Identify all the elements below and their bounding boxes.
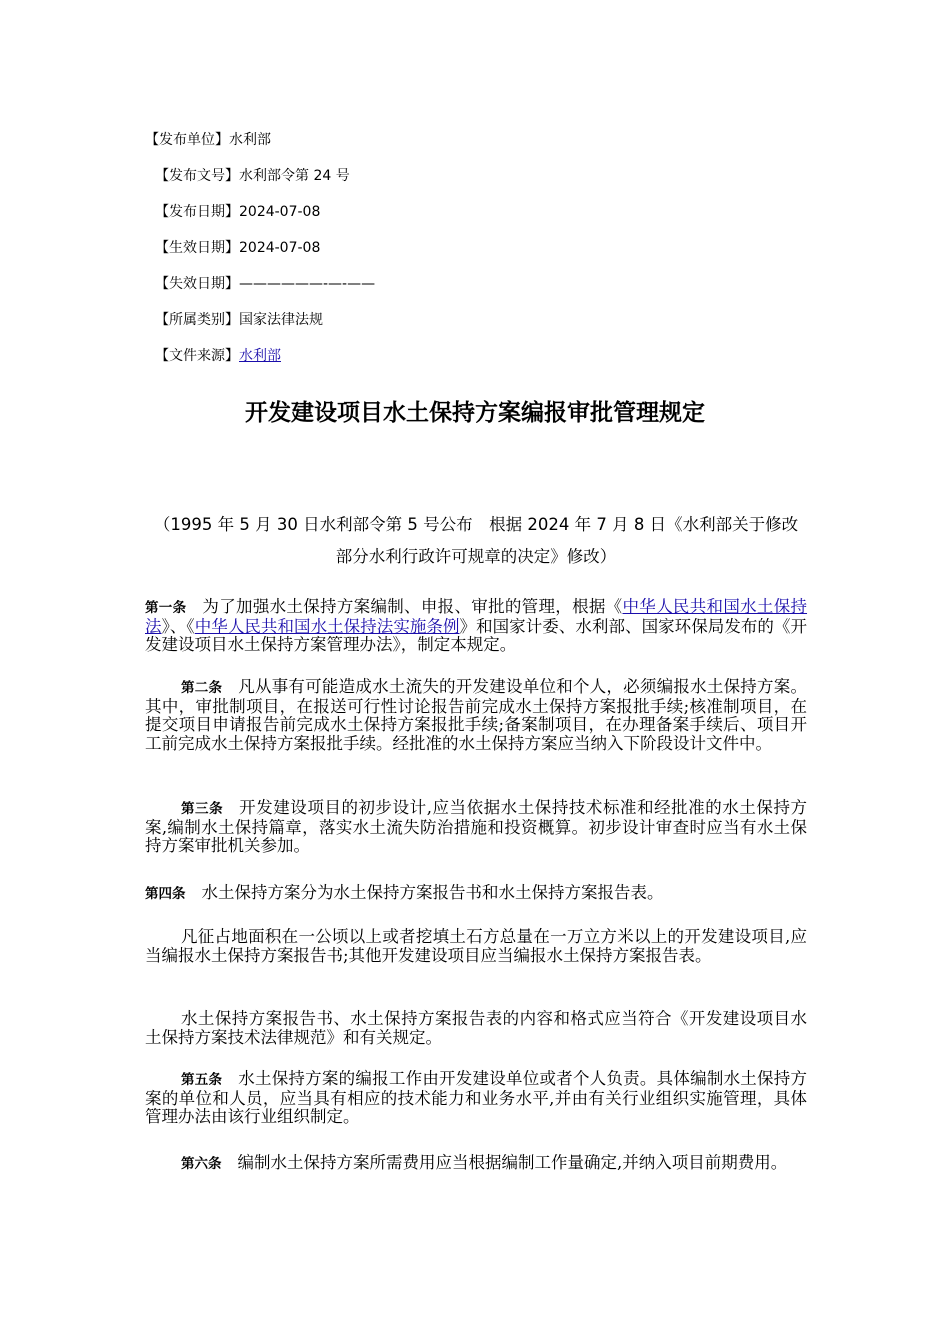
meta-value: 国家法律法规 (239, 312, 323, 328)
article-text: 凡征占地面积在一公顷以上或者挖填土石方总量在一万立方米以上的开发建设项目,应当编报水土保持方案报告书;其他开发建设项目应当编报水土保持方案报告表。 (145, 927, 807, 965)
article-label: 第二条 (181, 680, 223, 696)
law-link[interactable]: 中华人民共和国水土保持法 (145, 597, 808, 636)
article-text: 水土保持方案分为水土保持方案报告书和水土保持方案报告表。 (201, 883, 664, 902)
article-text: 水土保持方案报告书、水土保持方案报告表的内容和格式应当符合《开发建设项目水土保持方案技术法律规范》和有关规定。 (145, 1009, 807, 1047)
article-label: 第六条 (181, 1156, 222, 1172)
article-label: 第一条 (145, 600, 187, 616)
meta-value: ——————-—-—— (239, 276, 376, 292)
meta-label: 【文件来源】 (155, 348, 239, 364)
meta-effective-date (155, 239, 320, 257)
meta-publisher (145, 131, 271, 149)
meta-value: 2024-07-08 (239, 204, 321, 220)
meta-value: 水利部令第 24 号 (239, 168, 350, 184)
regulation-link[interactable]: 中华人民共和国水土保持法实施条例 (194, 616, 460, 636)
article-3 (145, 799, 807, 856)
article-text: 》和国家计委、水利部、国家环保局发布的《开发建设项目水土保持方案管理办法》，制定本规定。 (145, 616, 808, 654)
document-subtitle: （1995 年 5 月 30 日水利部令第 5 号公布 根据 2024 年 7 月 8 日《水利部关于修改部分水利行政许可规章的决定》修改） (153, 515, 799, 566)
meta-label: 【生效日期】 (155, 240, 239, 256)
article-1 (145, 598, 807, 655)
article-2 (145, 678, 807, 753)
article-text: 开发建设项目的初步设计,应当依据水土保持技术标准和经批准的水土保持方案,编制水土保持篇章，落实水土流失防治措施和投资概算。初步设计审查时应当有水土保持方案审批机关参加。 (145, 798, 808, 855)
article-label: 第三条 (181, 801, 224, 817)
meta-label: 【发布日期】 (155, 204, 239, 220)
article-6 (145, 1154, 807, 1174)
article-4-paragraph-2 (145, 928, 807, 965)
article-text: 凡从事有可能造成水土流失的开发建设单位和个人，必须编报水土保持方案。其中，审批制项目，在报送可行性讨论报告前完成水土保持方案报批手续;核准制项目，在提交项目申请报告前完成水土保持方案报批手续;备案制项目，在办理备案手续后、项目开工前完成水土保持方案报批手续。经批准的水土保持方案应当纳入下阶段设计文件中。 (145, 677, 808, 753)
source-link[interactable]: 水利部 (239, 348, 281, 364)
article-text: 编制水土保持方案所需费用应当根据编制工作量确定,并纳入项目前期费用。 (237, 1153, 788, 1172)
meta-doc-no (155, 167, 350, 185)
article-text: 为了加强水土保持方案编制、申报、审批的管理，根据《 (202, 597, 623, 616)
article-text: 水土保持方案的编报工作由开发建设单位或者个人负责。具体编制水土保持方案的单位和人员，应当具有相应的技术能力和业务水平,并由有关行业组织实施管理，具体管理办法由该行业组织制定。 (145, 1069, 808, 1126)
meta-value: 2024-07-08 (239, 240, 321, 256)
meta-label: 【发布文号】 (155, 168, 239, 184)
meta-label: 【所属类别】 (155, 312, 239, 328)
meta-expiry-date (155, 275, 375, 293)
article-4-paragraph-3 (145, 1010, 807, 1047)
article-label: 第四条 (145, 886, 186, 902)
meta-category (155, 311, 323, 329)
article-label: 第五条 (181, 1072, 223, 1088)
article-5 (145, 1070, 807, 1127)
article-4 (145, 884, 807, 904)
meta-publish-date (155, 203, 320, 221)
meta-label: 【失效日期】 (155, 276, 239, 292)
meta-label: 【发布单位】 (145, 132, 229, 148)
article-text: 》、《 (161, 616, 195, 636)
meta-source (155, 347, 281, 365)
document-title: 开发建设项目水土保持方案编报审批管理规定 (245, 400, 705, 426)
meta-value: 水利部 (229, 132, 271, 148)
